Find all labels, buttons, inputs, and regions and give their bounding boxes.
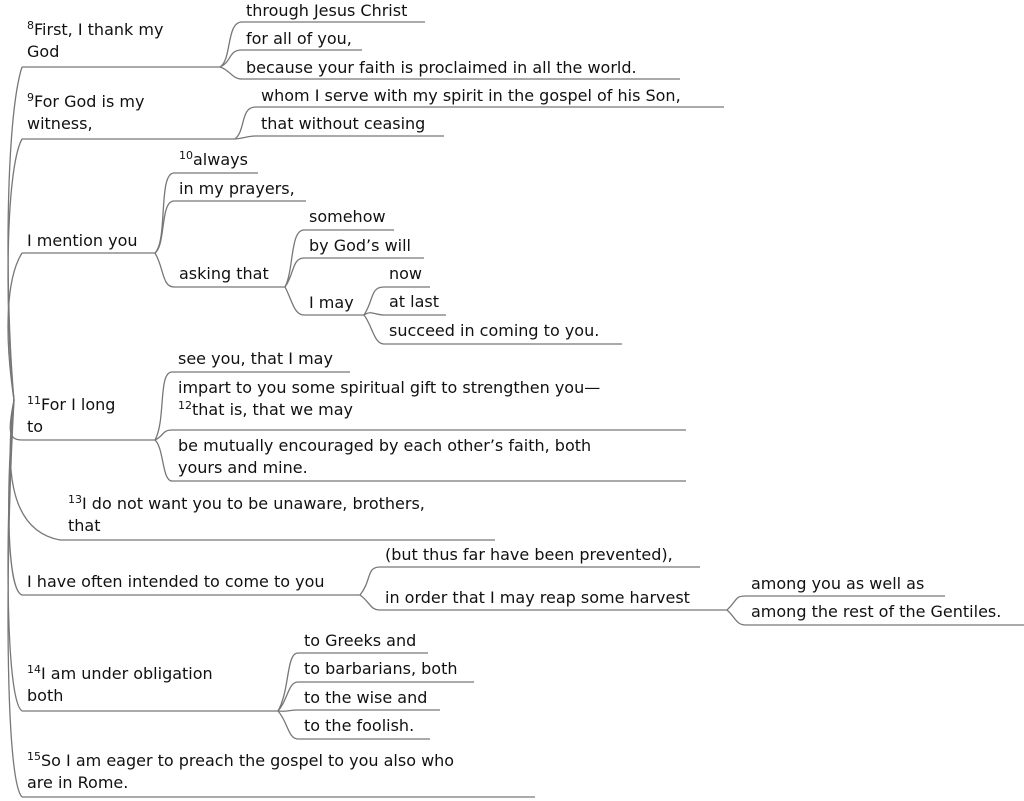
node-in-my-prayers: in my prayers,	[179, 179, 295, 198]
node-intended: I have often intended to come to you	[27, 572, 325, 591]
node-harvest: in order that I may reap some harvest	[385, 588, 690, 607]
node-text: impart to you some spiritual gift to strengthen you—	[178, 378, 601, 397]
node-text: witness,	[27, 114, 93, 133]
verse-number: 12	[178, 399, 192, 412]
node-i-may: I may	[309, 293, 354, 312]
node-asking-that: asking that	[179, 264, 269, 283]
node-text: both	[27, 686, 64, 705]
node-prevented: (but thus far have been prevented),	[385, 545, 673, 564]
node-mutually	[178, 435, 591, 479]
verse-15-label	[27, 750, 454, 794]
verse-number: 8	[27, 19, 34, 32]
node-text: always	[193, 150, 248, 169]
node-text: For God is my	[34, 92, 145, 111]
node-wise: to the wise and	[304, 688, 428, 707]
verse-number: 13	[68, 493, 82, 506]
verse-number: 14	[27, 663, 41, 676]
node-text: So I am eager to preach the gospel to you also who	[41, 751, 455, 770]
node-text: First, I thank my	[34, 20, 164, 39]
node-because-faith: because your faith is proclaimed in all the world.	[246, 58, 637, 77]
node-barbarians: to barbarians, both	[304, 659, 458, 678]
node-see-you: see you, that I may	[178, 349, 333, 368]
verse-number: 9	[27, 91, 34, 104]
node-text: For I long	[41, 395, 116, 414]
verse-9-label	[27, 91, 144, 135]
node-through-jesus: through Jesus Christ	[246, 1, 408, 20]
verse-11-label	[27, 394, 115, 438]
verse-number: 15	[27, 750, 41, 763]
node-among-rest: among the rest of the Gentiles.	[751, 602, 1002, 621]
node-text: to	[27, 417, 44, 436]
node-at-last: at last	[389, 292, 440, 311]
node-text: are in Rome.	[27, 773, 129, 792]
node-foolish: to the foolish.	[304, 716, 415, 735]
node-text: I do not want you to be unaware, brothers,	[82, 494, 425, 513]
node-text: that is, that we may	[192, 400, 353, 419]
node-text: I am under obligation	[41, 664, 213, 683]
node-mention-you: I mention you	[27, 231, 138, 250]
node-text: yours and mine.	[178, 458, 308, 477]
node-without-ceasing: that without ceasing	[261, 114, 426, 133]
node-now: now	[389, 264, 423, 283]
node-text: God	[27, 42, 60, 61]
verse-number: 10	[179, 149, 193, 162]
node-whom-i-serve: whom I serve with my spirit in the gospel of his Son,	[261, 86, 681, 105]
node-greeks: to Greeks and	[304, 631, 417, 650]
node-succeed: succeed in coming to you.	[389, 321, 600, 340]
node-impart	[178, 377, 600, 421]
node-text: be mutually encouraged by each other’s faith, both	[178, 436, 592, 455]
node-text: that	[68, 516, 101, 535]
verse-14-label	[27, 663, 213, 707]
verse-8-label	[27, 19, 163, 63]
node-among-you: among you as well as	[751, 574, 925, 593]
verse-number: 11	[27, 394, 41, 407]
node-always	[179, 149, 248, 171]
verse-13-label	[68, 493, 425, 537]
node-somehow: somehow	[309, 207, 386, 226]
node-for-all: for all of you,	[246, 29, 352, 48]
node-by-gods-will: by God’s will	[309, 236, 411, 255]
